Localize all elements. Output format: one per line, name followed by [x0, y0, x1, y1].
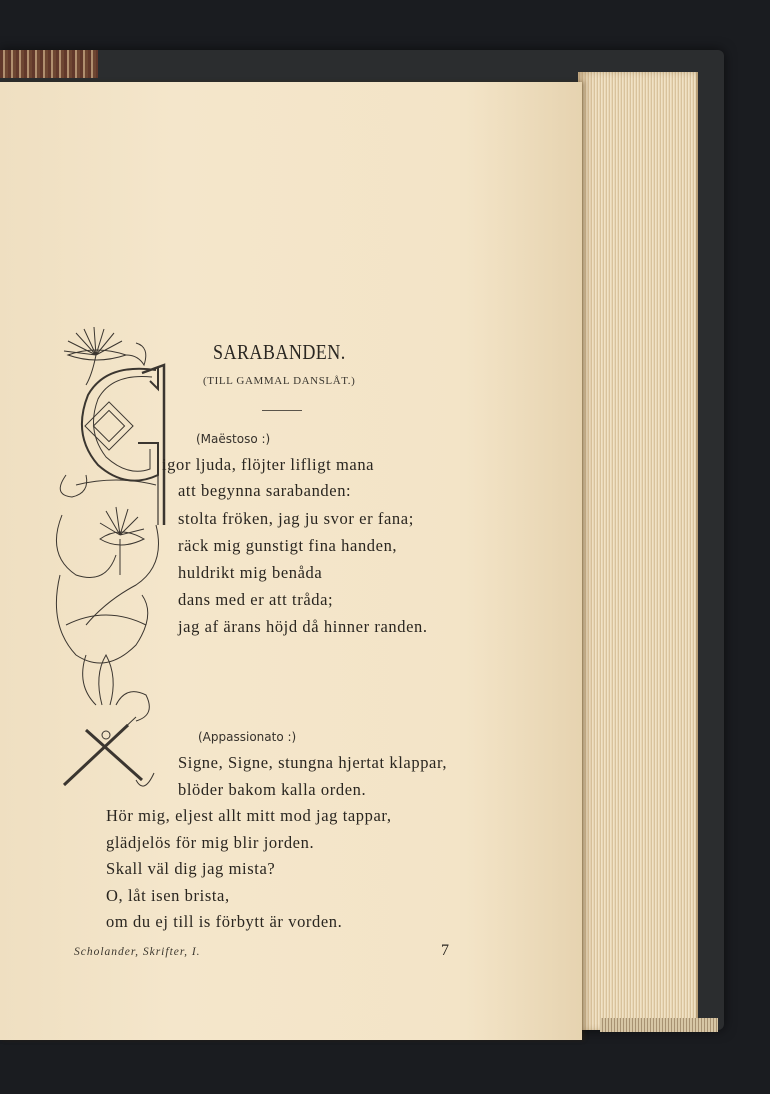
- source-footer: Scholander, Skrifter, I.: [74, 946, 201, 958]
- verse-line: huldrikt mig benåda: [178, 563, 323, 582]
- verse-line: glädjelös för mig blir jorden.: [106, 833, 315, 852]
- tempo-marking: (Maëstoso :): [196, 432, 271, 446]
- letter-g-icon: [60, 365, 164, 525]
- verse-line: blöder bakom kalla orden.: [178, 780, 367, 799]
- tempo-marking: (Appassionato :): [198, 730, 297, 744]
- poem-title: SARABANDEN.: [213, 340, 346, 364]
- title-divider: [262, 410, 302, 411]
- decorated-initial-icon: [46, 325, 174, 795]
- verse-line: igor ljuda, flöjter lifligt mana: [162, 455, 375, 474]
- verse-line: O, låt isen brista,: [106, 886, 230, 905]
- verse-line: stolta fröken, jag ju svor er fana;: [178, 509, 414, 528]
- flower-icon: [100, 507, 144, 575]
- flute-icon: [64, 655, 154, 786]
- page-block-edge: [578, 72, 698, 1030]
- verse-line: Signe, Signe, stungna hjertat klappar,: [178, 753, 448, 772]
- book-spine-edge: [0, 50, 98, 78]
- verse-line: Skall väl dig jag mista?: [106, 859, 276, 878]
- verse-line: jag af ärans höjd då hinner randen.: [178, 617, 428, 636]
- verse-line: om du ej till is förbytt är vorden.: [106, 912, 343, 931]
- verse-line: Hör mig, eljest allt mitt mod jag tappar,: [106, 806, 392, 825]
- page-number: 7: [441, 942, 449, 959]
- verse-line: dans med er att tråda;: [178, 590, 334, 609]
- page-block-bottom: [600, 1018, 718, 1032]
- verse-line: att begynna sarabanden:: [178, 481, 352, 500]
- poem-subtitle: (TILL GAMMAL DANSLÅT.): [203, 375, 356, 387]
- verse-line: räck mig gunstigt fina handen,: [178, 536, 398, 555]
